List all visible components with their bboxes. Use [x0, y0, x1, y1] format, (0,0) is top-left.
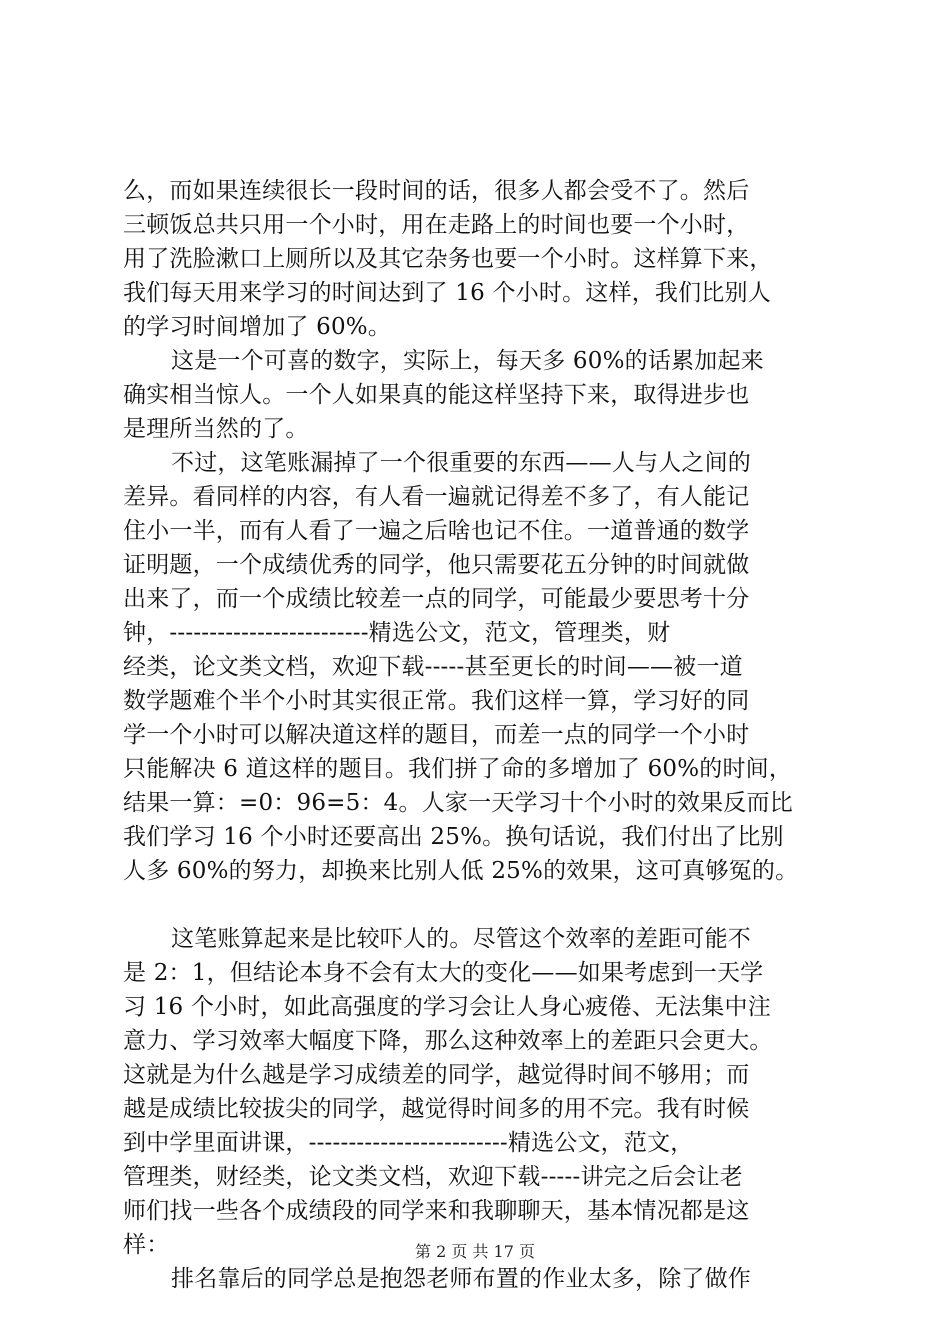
text-line: 数学题难个半个小时其实很正常。我们这样一算，学习好的同 — [123, 688, 750, 714]
text-line: 用了洗脸漱口上厕所以及其它杂务也要一个小时。这样算下来， — [123, 246, 773, 272]
page-footer — [0, 1242, 950, 1262]
text-line: 不过，这笔账漏掉了一个很重要的东西——人与人之间的 — [171, 450, 751, 476]
text-line: 习 16 个小时，如此高强度的学习会让人身心疲倦、无法集中注 — [123, 994, 771, 1020]
text-line: 证明题，一个成绩优秀的同学，他只需要花五分钟的时间就做 — [123, 552, 750, 578]
text-line: 师们找一些各个成绩段的同学来和我聊聊天，基本情况都是这 — [123, 1198, 750, 1224]
text-line: 这是一个可喜的数字，实际上，每天多 60%的话累加起来 — [171, 348, 764, 374]
text-line: 人多 60%的努力，却换来比别人低 25%的效果，这可真够冤的。 — [123, 858, 799, 884]
text-line: 是 2：1，但结论本身不会有太大的变化——如果考虑到一天学 — [123, 960, 764, 986]
text-line: 结果一算：=0：96=5：4。人家一天学习十个小时的效果反而比 — [123, 790, 793, 816]
page-number-label: 第 2 页 共 17 页 — [415, 1242, 535, 1261]
text-line: 么，而如果连续很长一段时间的话，很多人都会受不了。然后 — [123, 178, 750, 204]
body-text — [123, 174, 835, 1296]
text-line: 经类，论文类文档，欢迎下载-----甚至更长的时间——被一道 — [123, 654, 743, 680]
text-line: 意力、学习效率大幅度下降，那么这种效率上的差距只会更大。 — [123, 1028, 773, 1054]
text-line: 钟，-------------------------精选公文，范文，管理类，财 — [123, 620, 671, 646]
text-line: 只能解决 6 道这样的题目。我们拼了命的多增加了 60%的时间， — [123, 756, 793, 782]
text-line: 排名靠后的同学总是抱怨老师布置的作业太多，除了做作 — [171, 1266, 751, 1292]
text-line: 的学习时间增加了 60%。 — [123, 314, 392, 340]
text-line: 到中学里面讲课，-------------------------精选公文，范文， — [123, 1130, 694, 1156]
text-line: 是理所当然的了。 — [123, 416, 309, 442]
text-line: 这就是为什么越是学习成绩差的同学，越觉得时间不够用；而 — [123, 1062, 750, 1088]
text-line: 管理类，财经类，论文类文档，欢迎下载-----讲完之后会让老 — [123, 1164, 743, 1190]
text-line: 住小一半，而有人看了一遍之后啥也记不住。一道普通的数学 — [123, 518, 750, 544]
text-line: 样： — [123, 1232, 170, 1258]
text-line: 我们学习 16 个小时还要高出 25%。换句话说，我们付出了比别 — [123, 824, 784, 850]
text-line: 出来了，而一个成绩比较差一点的同学，可能最少要思考十分 — [123, 586, 750, 612]
text-line: 这笔账算起来是比较吓人的。尽管这个效率的差距可能不 — [171, 926, 751, 952]
text-line: 差异。看同样的内容，有人看一遍就记得差不多了，有人能记 — [123, 484, 750, 510]
text-line: 三顿饭总共只用一个小时，用在走路上的时间也要一个小时， — [123, 212, 750, 238]
text-line: 确实相当惊人。一个人如果真的能这样坚持下来，取得进步也 — [123, 382, 750, 408]
paragraph-gap — [123, 888, 835, 922]
text-line: 学一个小时可以解决道这样的题目，而差一点的同学一个小时 — [123, 722, 750, 748]
text-line: 我们每天用来学习的时间达到了 16 个小时。这样，我们比别人 — [123, 280, 771, 306]
text-line: 越是成绩比较拔尖的同学，越觉得时间多的用不完。我有时候 — [123, 1096, 750, 1122]
